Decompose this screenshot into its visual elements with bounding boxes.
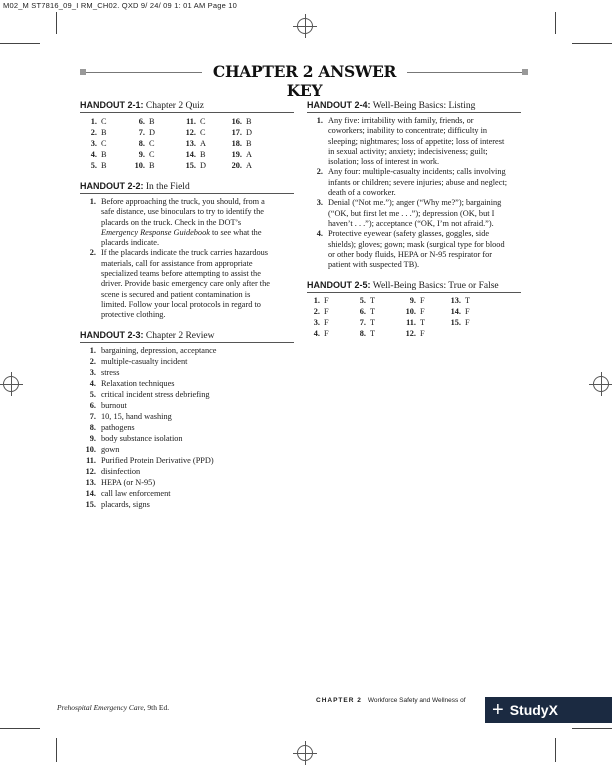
handout-2-5-heading bbox=[307, 280, 499, 291]
question-number: 8. bbox=[138, 139, 145, 148]
handout-label: HANDOUT 2-5: bbox=[307, 280, 371, 290]
question-number: 2. bbox=[313, 307, 320, 316]
answer-letter: T bbox=[370, 296, 376, 305]
handout-2-1-rule bbox=[80, 112, 294, 113]
answer-letter: B bbox=[101, 128, 107, 137]
registration-mark-right bbox=[593, 376, 609, 392]
question-number: 13. bbox=[185, 139, 196, 148]
question-number: 3. bbox=[90, 139, 97, 148]
answer-letter: T bbox=[465, 296, 471, 305]
item-number: 3. bbox=[89, 368, 96, 377]
question-number: 11. bbox=[406, 318, 416, 327]
handout-subtitle: In the Field bbox=[145, 182, 190, 192]
handout-label: HANDOUT 2-2: bbox=[80, 181, 144, 191]
item-text: body substance isolation bbox=[101, 434, 183, 443]
question-number: 11. bbox=[186, 117, 196, 126]
item-text: placards, signs bbox=[101, 500, 150, 509]
item-text: HEPA (or N-95) bbox=[101, 478, 156, 487]
handout-2-3-heading bbox=[80, 330, 214, 341]
question-number: 3. bbox=[313, 318, 320, 327]
answer-row bbox=[80, 128, 266, 139]
question-number: 4. bbox=[313, 329, 320, 338]
file-slug: M02_M ST7816_09_I RM_CH02. QXD 9/ 24/ 09 1: 01 AM Page 10 bbox=[3, 1, 238, 10]
handout-2-3-rule bbox=[80, 342, 294, 343]
handout-2-5-answers bbox=[307, 296, 485, 340]
item-text: stress bbox=[101, 368, 120, 377]
question-number: 14. bbox=[450, 307, 461, 316]
studyx-banner[interactable] bbox=[485, 697, 612, 723]
title-bar bbox=[80, 62, 528, 100]
item-text: Relaxation techniques bbox=[101, 379, 175, 388]
plus-icon: + bbox=[492, 698, 504, 721]
list-item bbox=[80, 411, 294, 422]
running-footer bbox=[316, 697, 466, 704]
answer-letter: B bbox=[101, 161, 107, 170]
list-item bbox=[80, 433, 294, 444]
item-text bbox=[101, 197, 276, 248]
answer-letter: F bbox=[420, 307, 425, 316]
answer-letter: F bbox=[420, 296, 425, 305]
handout-2-4-list bbox=[307, 116, 511, 270]
answer-row bbox=[80, 139, 266, 150]
book-edition: 9th Ed. bbox=[145, 703, 170, 712]
answer-row bbox=[80, 117, 266, 128]
answer-letter: C bbox=[200, 128, 206, 137]
studyx-brand: StudyX bbox=[509, 702, 558, 718]
answer-letter: B bbox=[246, 139, 252, 148]
list-item bbox=[80, 455, 294, 466]
list-item bbox=[80, 248, 276, 320]
question-number: 12. bbox=[185, 128, 196, 137]
question-number: 15. bbox=[185, 161, 196, 170]
handout-2-2-rule bbox=[80, 193, 294, 194]
question-number: 17. bbox=[231, 128, 242, 137]
list-item bbox=[80, 466, 294, 477]
question-number: 6. bbox=[359, 307, 366, 316]
item-number: 2. bbox=[89, 248, 96, 258]
question-number: 4. bbox=[90, 150, 97, 159]
item-number: 14. bbox=[85, 489, 96, 498]
answer-letter bbox=[465, 329, 485, 340]
item-number: 1. bbox=[89, 197, 96, 206]
item-text: Any five: irritability with family, friends, or coworkers; inability to concentrate; difficulty in sleeping; nightmares; loss of appetite; loss of interest in sexual activity; anxiety; indecisiveness; guilt; isolation; loss of interest in work. bbox=[328, 116, 505, 167]
question-number: 7. bbox=[359, 318, 366, 327]
handout-2-2-list bbox=[80, 197, 276, 321]
question-number: 16. bbox=[231, 117, 242, 126]
answer-row bbox=[80, 150, 266, 161]
answer-letter: F bbox=[465, 318, 470, 327]
item-number: 9. bbox=[89, 434, 96, 443]
answer-letter: T bbox=[370, 307, 376, 316]
question-number: 14. bbox=[185, 150, 196, 159]
item-text: disinfection bbox=[101, 467, 141, 476]
crop-mark-br-h bbox=[572, 728, 612, 729]
crop-mark-tl-h bbox=[0, 43, 40, 44]
question-number: 18. bbox=[231, 139, 242, 148]
handout-2-1-answers bbox=[80, 117, 266, 172]
item-text: critical incident stress debriefing bbox=[101, 390, 210, 399]
handout-subtitle: Well-Being Basics: True or False bbox=[372, 281, 499, 291]
answer-letter: D bbox=[149, 128, 155, 137]
page-title: CHAPTER 2 ANSWER KEY bbox=[212, 62, 397, 100]
title-right-rule bbox=[407, 72, 522, 73]
question-number: 9. bbox=[409, 296, 416, 305]
answer-letter: A bbox=[246, 161, 252, 170]
registration-mark-left bbox=[3, 376, 19, 392]
item-number: 1. bbox=[89, 346, 96, 355]
answer-letter: F bbox=[420, 329, 425, 338]
item-number: 10. bbox=[85, 445, 96, 454]
item-text: Purified Protein Derivative (PPD) bbox=[101, 456, 214, 465]
question-number: 13. bbox=[450, 296, 461, 305]
item-number: 6. bbox=[89, 401, 96, 410]
answer-letter: C bbox=[149, 150, 155, 159]
answer-row bbox=[307, 296, 485, 307]
answer-letter: F bbox=[324, 307, 329, 316]
item-number: 2. bbox=[316, 167, 323, 177]
item-text: gown bbox=[101, 445, 120, 454]
answer-letter: D bbox=[200, 161, 206, 170]
question-number: 12. bbox=[405, 329, 416, 338]
answer-letter: F bbox=[324, 296, 329, 305]
registration-mark-top bbox=[297, 18, 313, 34]
list-item bbox=[307, 229, 511, 270]
answer-letter: A bbox=[200, 139, 206, 148]
answer-letter: C bbox=[200, 117, 206, 126]
list-item bbox=[307, 116, 511, 167]
answer-row bbox=[307, 318, 485, 329]
list-item bbox=[80, 444, 294, 455]
handout-2-5-rule bbox=[307, 292, 521, 293]
list-item bbox=[80, 400, 294, 411]
item-text-part: If the placards indicate the truck carries hazardous materials, call for assistance from appropriate specialized teams before attempting to assist the driver. Provide basic emergency care only after the scene is secured and patient contamination is limited. Follow your local protocols in regard to protective clothing. bbox=[101, 248, 270, 320]
handout-2-3-list bbox=[80, 345, 294, 510]
answer-letter: T bbox=[420, 318, 426, 327]
answer-letter: F bbox=[324, 318, 329, 327]
handout-subtitle: Chapter 2 Review bbox=[145, 331, 215, 341]
item-text-part: to see what the placards indicate. bbox=[101, 227, 262, 248]
crop-mark-bl-h bbox=[0, 728, 40, 729]
answer-letter: B bbox=[246, 117, 252, 126]
item-number: 7. bbox=[89, 412, 96, 421]
handout-label: HANDOUT 2-1: bbox=[80, 100, 144, 110]
item-text bbox=[101, 248, 276, 320]
question-number: 8. bbox=[359, 329, 366, 338]
question-number: 10. bbox=[134, 161, 145, 170]
question-number: 20. bbox=[231, 161, 242, 170]
question-number: 5. bbox=[90, 161, 97, 170]
answer-letter: F bbox=[465, 307, 470, 316]
crop-mark-tl-v bbox=[56, 12, 57, 34]
item-number: 5. bbox=[89, 390, 96, 399]
crop-mark-bl-v bbox=[56, 738, 57, 762]
handout-2-4-heading bbox=[307, 100, 475, 111]
list-item bbox=[80, 345, 294, 356]
item-text: 10, 15, hand washing bbox=[101, 412, 172, 421]
title-left-rule bbox=[86, 72, 202, 73]
answer-row bbox=[307, 307, 485, 318]
item-text-part: Before approaching the truck, you should, from a safe distance, use binoculars to try to identify the placards on the truck. Check in the DOT’s bbox=[101, 197, 265, 227]
question-number: 9. bbox=[138, 150, 145, 159]
item-number: 1. bbox=[316, 116, 323, 125]
handout-label: HANDOUT 2-3: bbox=[80, 330, 144, 340]
answer-letter: B bbox=[200, 150, 206, 159]
answer-letter: D bbox=[246, 128, 252, 137]
title-right-square bbox=[522, 69, 528, 75]
question-number: 1. bbox=[313, 296, 320, 305]
list-item bbox=[80, 422, 294, 433]
list-item bbox=[80, 356, 294, 367]
answer-letter: B bbox=[101, 150, 107, 159]
list-item bbox=[80, 477, 294, 488]
footer-chapter: CHAPTER 2 bbox=[316, 697, 362, 704]
item-number: 3. bbox=[316, 198, 323, 208]
list-item bbox=[80, 367, 294, 378]
question-number: 19. bbox=[231, 150, 242, 159]
item-text: burnout bbox=[101, 401, 127, 410]
footer-running-title: Workforce Safety and Wellness of bbox=[367, 697, 466, 704]
question-number: 1. bbox=[90, 117, 97, 126]
list-item bbox=[80, 389, 294, 400]
list-item bbox=[307, 167, 511, 198]
handout-subtitle: Chapter 2 Quiz bbox=[145, 101, 204, 111]
question-number: 2. bbox=[90, 128, 97, 137]
handout-2-1-heading bbox=[80, 100, 204, 111]
answer-letter: C bbox=[101, 117, 107, 126]
item-text: multiple-casualty incident bbox=[101, 357, 188, 366]
question-number bbox=[440, 329, 465, 340]
list-item bbox=[80, 378, 294, 389]
question-number: 7. bbox=[138, 128, 145, 137]
list-item bbox=[80, 499, 294, 510]
item-number: 8. bbox=[89, 423, 96, 432]
item-emphasis: Emergency Response Guidebook bbox=[101, 227, 210, 237]
question-number: 5. bbox=[359, 296, 366, 305]
crop-mark-tr-h bbox=[572, 43, 612, 44]
answer-letter: B bbox=[149, 117, 155, 126]
handout-2-2-heading bbox=[80, 181, 190, 192]
book-title: Prehospital Emergency Care, bbox=[57, 703, 146, 712]
answer-letter: C bbox=[149, 139, 155, 148]
answer-letter: T bbox=[370, 329, 376, 338]
answer-letter: C bbox=[101, 139, 107, 148]
item-number: 4. bbox=[316, 229, 323, 239]
item-number: 13. bbox=[85, 478, 96, 487]
answer-row bbox=[80, 161, 266, 172]
item-text: pathogens bbox=[101, 423, 135, 432]
item-number: 15. bbox=[85, 500, 96, 509]
item-number: 12. bbox=[85, 467, 96, 476]
answer-letter: B bbox=[149, 161, 155, 170]
item-number: 4. bbox=[89, 379, 96, 388]
answer-letter: A bbox=[246, 150, 252, 159]
item-text: Denial (“Not me.”); anger (“Why me?”); bargaining (“OK, but first let me . . .”); depression (OK, but I haven’t . . .”); acceptance (“OK, I’m not afraid.”). bbox=[328, 198, 502, 228]
question-number: 10. bbox=[405, 307, 416, 316]
item-number: 11. bbox=[86, 456, 96, 465]
list-item bbox=[80, 488, 294, 499]
answer-row bbox=[307, 329, 485, 340]
book-title-footer bbox=[57, 703, 169, 712]
answer-letter: F bbox=[324, 329, 329, 338]
crop-mark-br-v bbox=[555, 738, 556, 762]
list-item bbox=[80, 197, 276, 248]
item-number: 2. bbox=[89, 357, 96, 366]
item-text: Protective eyewear (safety glasses, goggles, side shields); gloves; gown; mask (surgical type for blood or other body fluids, HEPA or N-95 respirator for patient with suspected TB). bbox=[328, 229, 505, 270]
registration-mark-bottom bbox=[297, 745, 313, 761]
handout-label: HANDOUT 2-4: bbox=[307, 100, 371, 110]
question-number: 6. bbox=[138, 117, 145, 126]
list-item bbox=[307, 198, 511, 229]
item-text: Any four: multiple-casualty incidents; calls involving infants or children; severe injuries; abuse and neglect; death of a coworker. bbox=[328, 167, 508, 198]
handout-2-4-rule bbox=[307, 112, 521, 113]
answer-letter: T bbox=[370, 318, 376, 327]
handout-subtitle: Well-Being Basics: Listing bbox=[372, 101, 476, 111]
item-text: bargaining, depression, acceptance bbox=[101, 346, 217, 355]
item-text: call law enforcement bbox=[101, 489, 171, 498]
crop-mark-tr-v bbox=[555, 12, 556, 34]
question-number: 15. bbox=[450, 318, 461, 327]
